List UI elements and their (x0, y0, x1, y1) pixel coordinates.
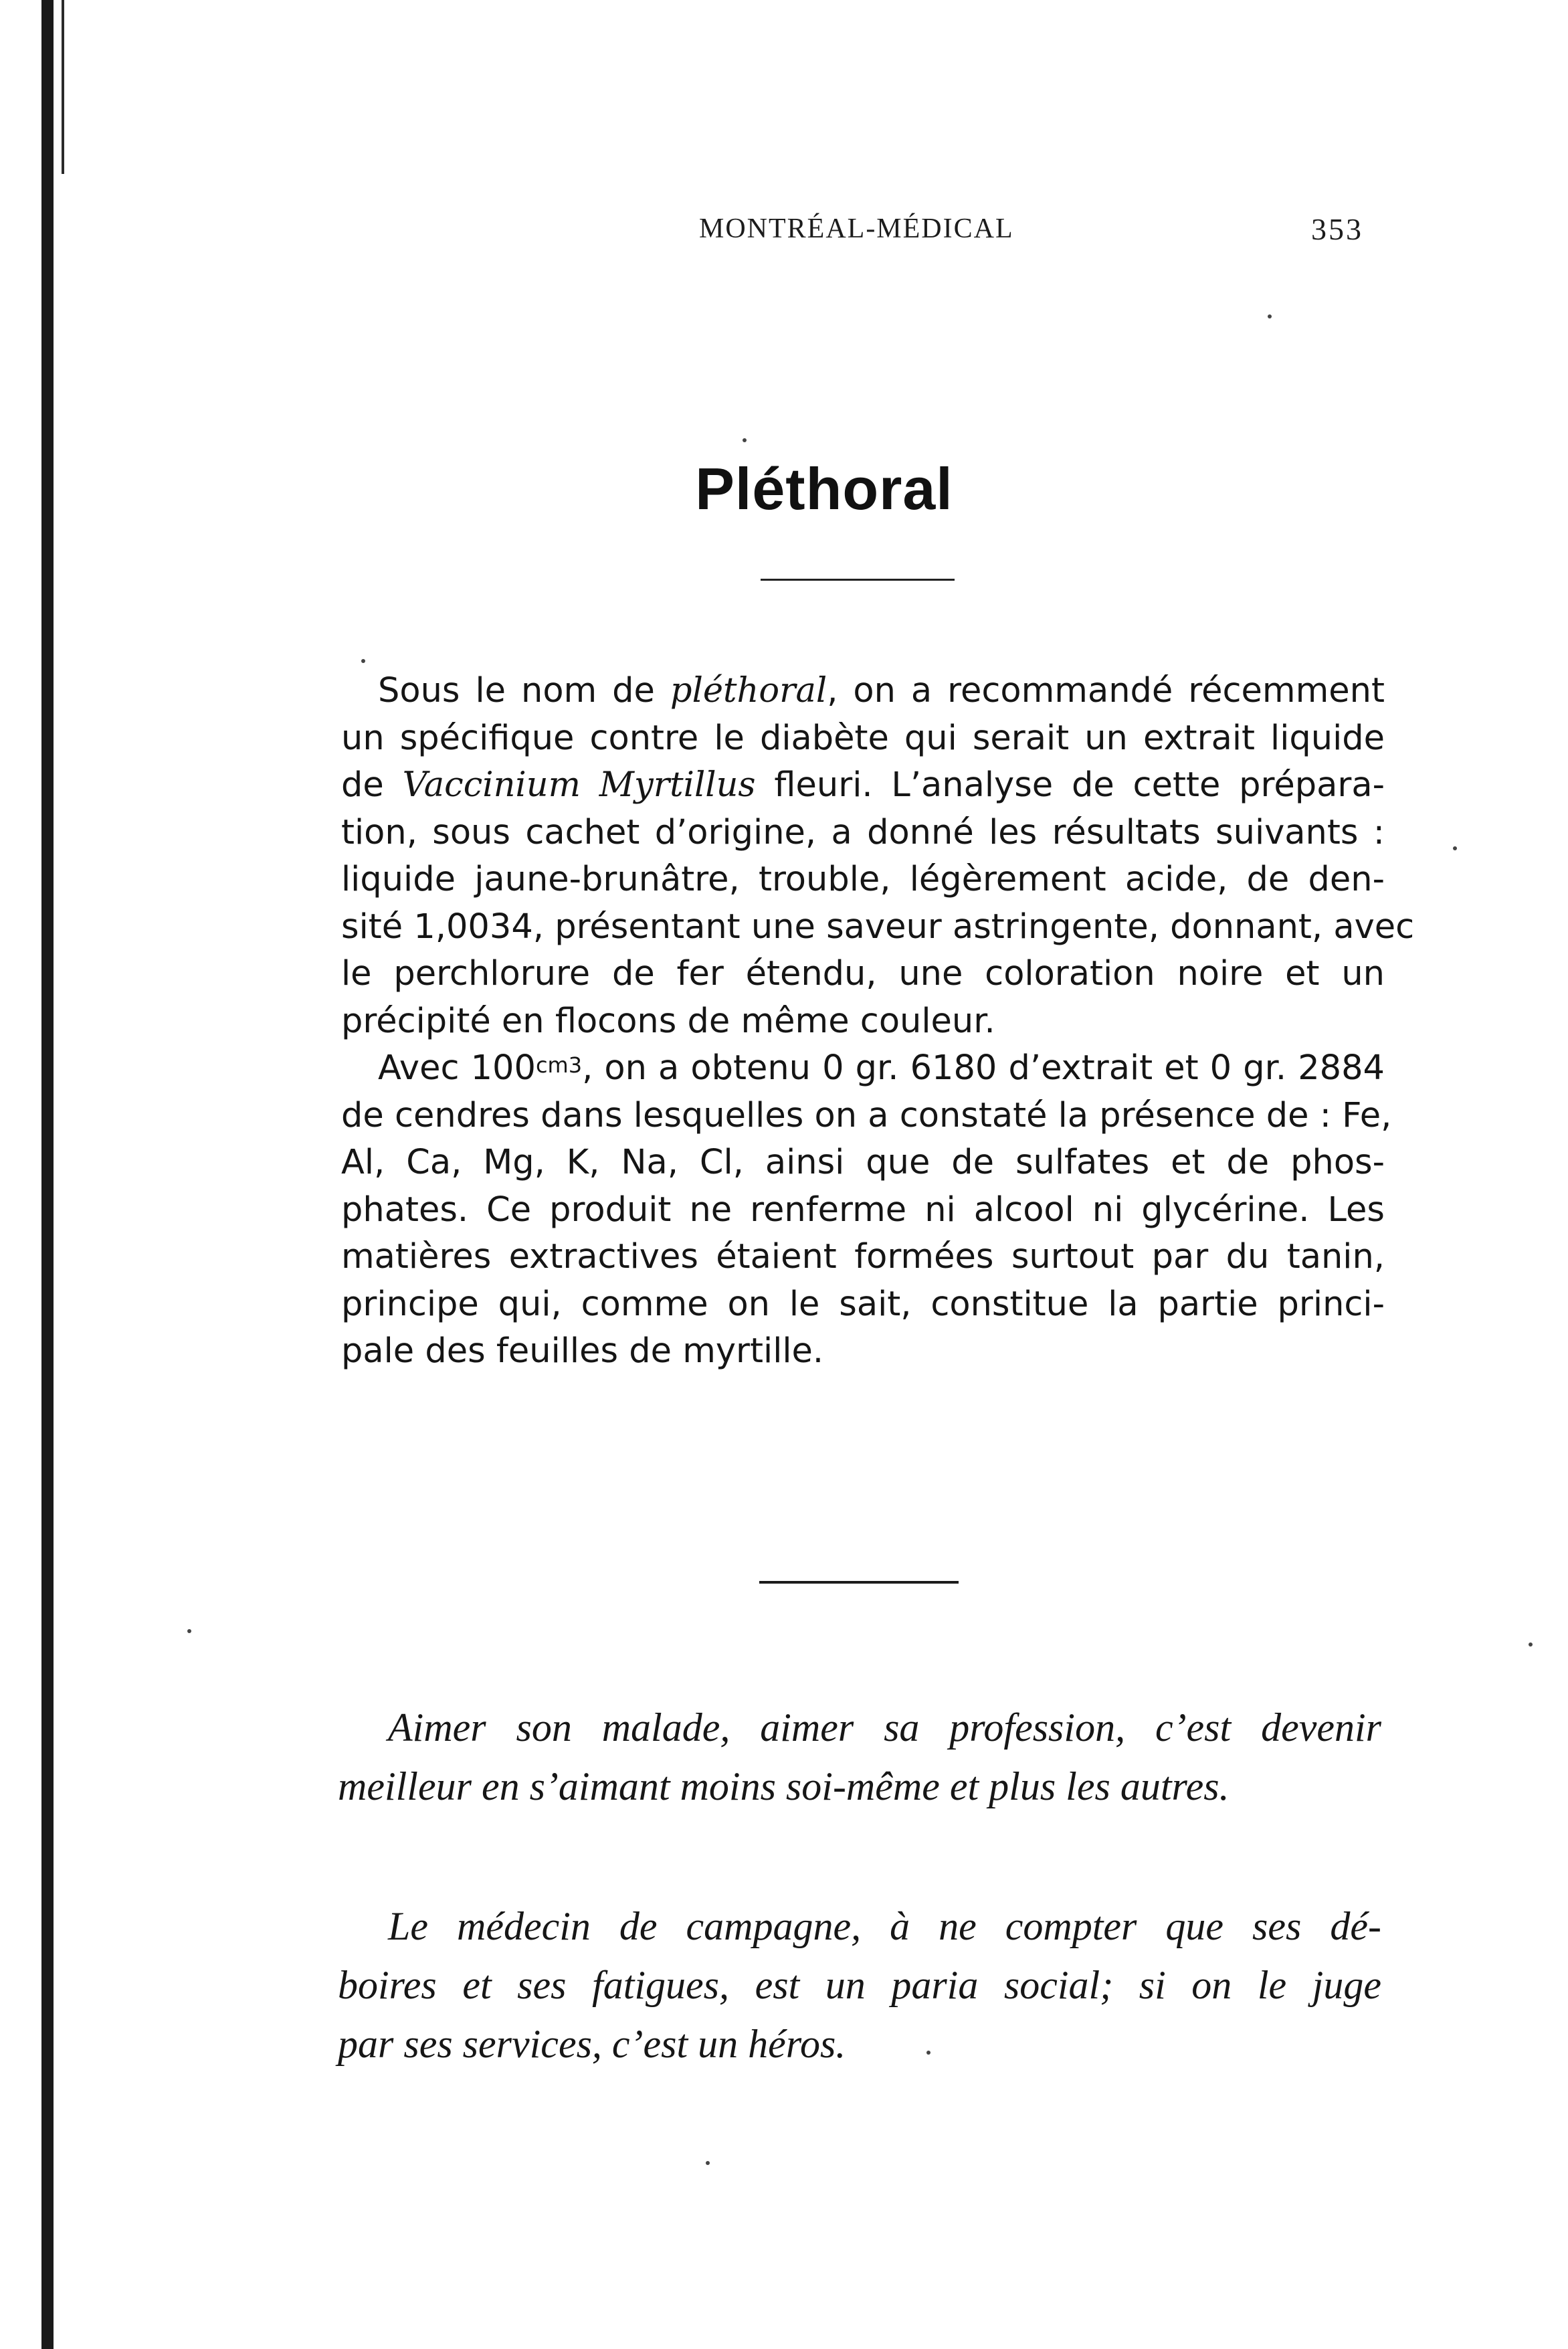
quote-line: boires et ses fatigues, est un paria social; si on le juge (338, 1963, 1381, 2007)
body-line: un spécifique contre le diabète qui serait un extrait liquide (341, 718, 1385, 758)
page-number: 353 (1311, 212, 1363, 246)
body-line: de cendres dans lesquelles on a constaté la présence de : Fe, (341, 1095, 1392, 1135)
body-line: pale des feuilles de myrtille. (341, 1331, 824, 1371)
body-line: précipité en flocons de même couleur. (341, 1001, 995, 1041)
scan-speck (1268, 314, 1272, 318)
body-line: phates. Ce produit ne renferme ni alcool ni glycérine. Les (341, 1190, 1385, 1230)
body-line: Al, Ca, Mg, K, Na, Cl, ainsi que de sulfates et de phos- (341, 1143, 1385, 1182)
body-line: tion, sous cachet d’origine, a donné les résultats suivants : (341, 812, 1385, 852)
article-body (341, 668, 1415, 1376)
scan-speck (706, 2161, 710, 2165)
article-title: Pléthoral (695, 456, 953, 522)
quote-line: meilleur en s’aimant moins soi-même et plus les autres. (338, 1764, 1230, 1808)
scan-speck (1529, 1642, 1533, 1647)
quote-line: par ses services, c’est un héros. (338, 2022, 846, 2066)
quote-block (338, 1698, 1381, 1816)
body-line: principe qui, comme on le sait, constitue la partie princi- (341, 1284, 1385, 1324)
body-line: sité 1,0034, présentant une saveur astringente, donnant, avec (341, 907, 1415, 947)
scan-speck (926, 2051, 930, 2055)
scan-speck (743, 438, 747, 442)
section-rule (759, 1581, 959, 1584)
binding-edge (41, 0, 54, 2349)
body-line: le perchlorure de fer étendu, une coloration noire et un (341, 954, 1385, 994)
body-line: matières extractives étaient formées surtout par du tanin, (341, 1237, 1385, 1277)
body-line: de Vaccinium Myrtillus fleuri. L’analyse de cette prépara- (341, 765, 1385, 805)
body-line: liquide jaune-brunâtre, trouble, légèrement acide, de den- (341, 860, 1385, 899)
title-rule (761, 579, 955, 581)
scan-speck (1453, 846, 1457, 850)
quote-line: Aimer son malade, aimer sa profession, c’est devenir (388, 1705, 1381, 1750)
scan-speck (187, 1629, 191, 1633)
scan-speck (361, 659, 365, 663)
quote-block (338, 1897, 1381, 2073)
body-line: Avec $100^{cm3}$, on a obtenu 0 gr. 6180 d’extrait et 0 gr. 2884 (378, 1048, 1385, 1088)
quote-line: Le médecin de campagne, à ne compter que ses dé- (388, 1904, 1381, 1948)
body-line: Sous le nom de pléthoral, on a recommandé récemment (378, 671, 1385, 711)
binding-edge-shadow (62, 0, 64, 174)
running-head: MONTRÉAL-MÉDICAL (699, 213, 1014, 244)
